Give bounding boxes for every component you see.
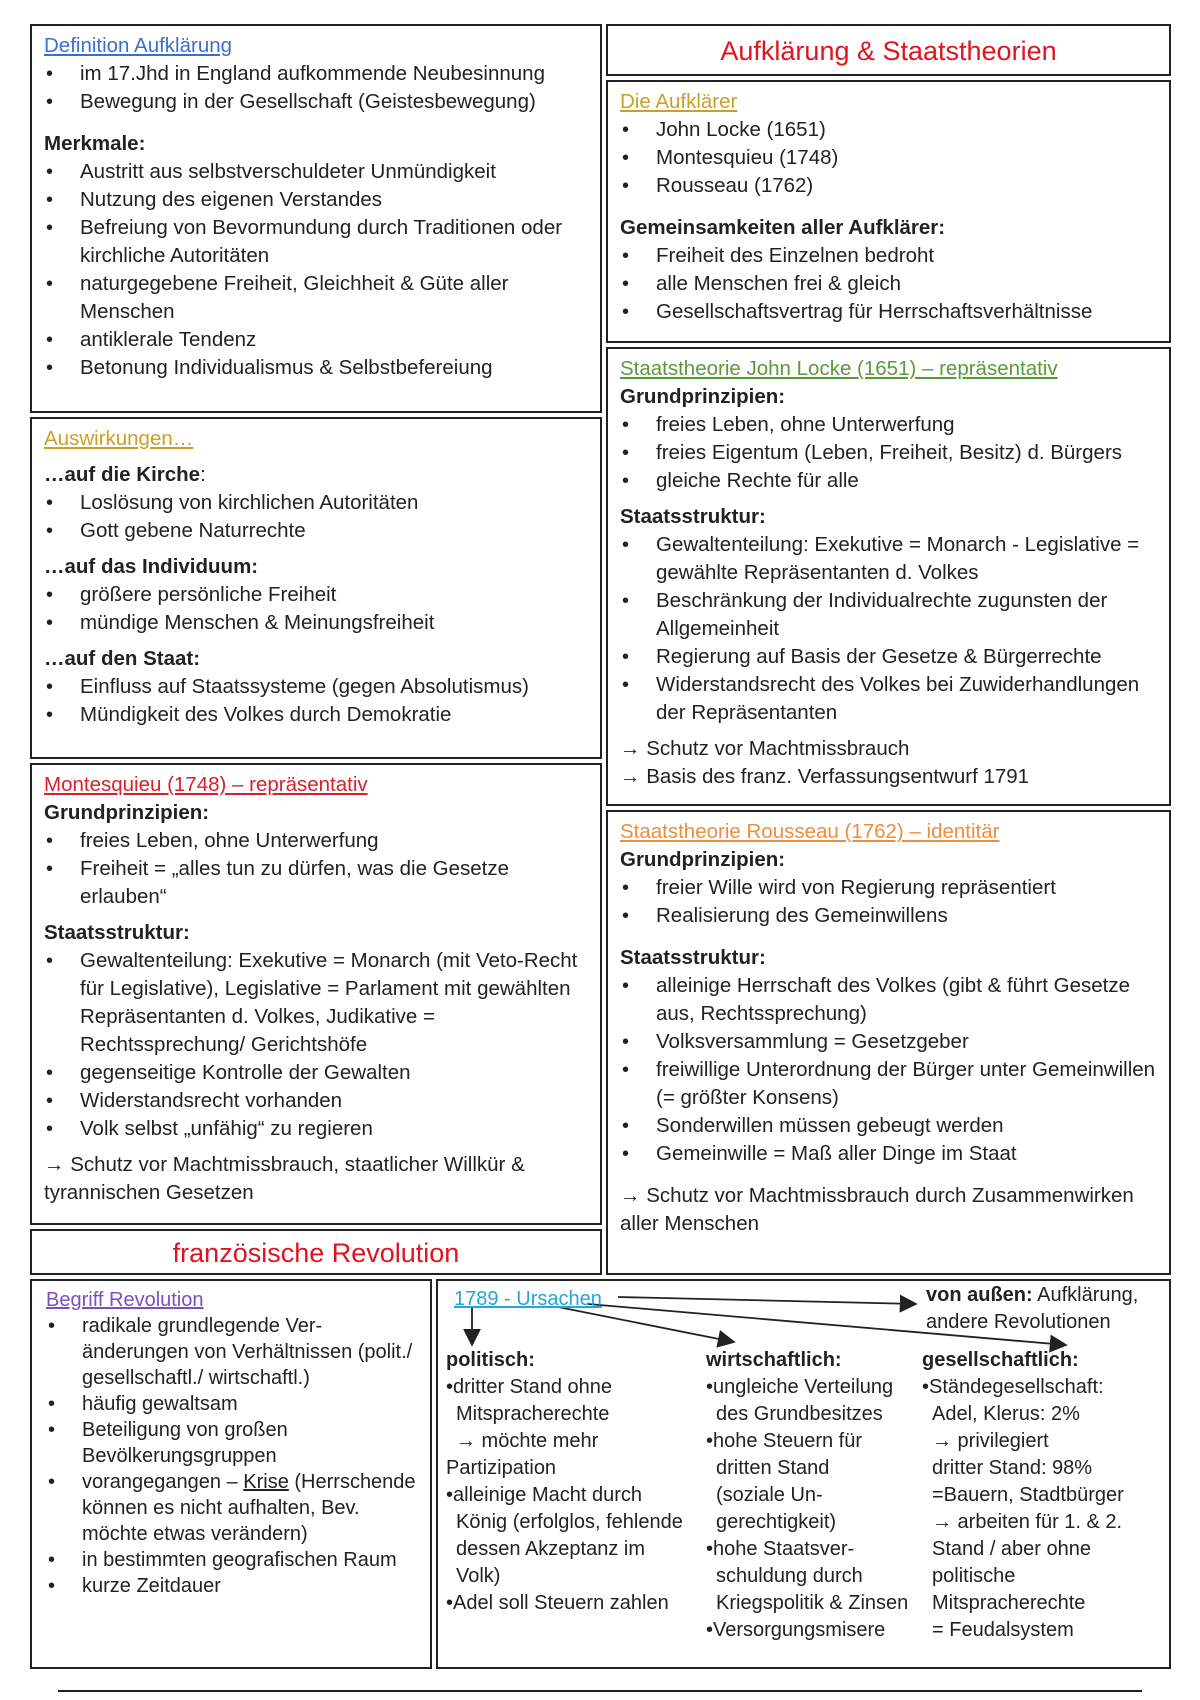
list-item: • Gewaltenteilung: Exekutive = Monarch - Legislative = gewählte Repräsentanten d. Volkes (620, 531, 1157, 587)
montesquieu-heading: Montesquieu (1748) – repräsentativ (44, 773, 368, 796)
list-item (46, 1469, 418, 1547)
begriff-box (30, 1279, 432, 1669)
list-item: • freier Wille wird von Regierung repräsentiert (620, 874, 1157, 902)
locke-result: → Basis des franz. Verfassungsentwurf 1791 (620, 765, 1030, 788)
individuum-list (44, 581, 588, 637)
rousseau-heading: Staatstheorie Rousseau (1762) – identitär (620, 820, 1000, 843)
list-item: • alleinige Herrschaft des Volkes (gibt & führt Gesetze aus, Rechtssprechung) (620, 972, 1157, 1028)
politisch-line: Partizipation (446, 1457, 557, 1479)
list-item: • Realisierung des Gemeinwillens (620, 902, 1157, 930)
list-item: • Montesquieu (1748) (620, 144, 1157, 172)
auswirkungen-box (30, 417, 602, 759)
list-item: • Beteiligung von großen Bevölkerungsgruppen (46, 1417, 418, 1469)
wirtschaftlich-line: •hohe Staatsver- (706, 1538, 855, 1560)
montesquieu-structure (44, 947, 588, 1143)
list-item: • Gesellschaftsvertrag für Herrschaftsverhältnisse (620, 298, 1157, 326)
locke-result: → Schutz vor Machtmissbrauch (620, 737, 910, 760)
politisch-label: politisch: (446, 1349, 535, 1371)
definition-box (30, 24, 602, 413)
montesquieu-structure-label: Staatsstruktur: (44, 921, 190, 944)
list-item: • Einfluss auf Staatssysteme (gegen Absolutismus) (44, 673, 588, 701)
list-item: • Freiheit des Einzelnen bedroht (620, 242, 1157, 270)
staat-label: …auf den Staat: (44, 647, 201, 670)
list-item: • Gewaltenteilung: Exekutive = Monarch (mit Veto-Recht für Legislative), Legislative = Parlament mit gewählten Repräsentanten d. Volkes, Judikative = Rechtssprechung/ Gerichtshöfe (44, 947, 588, 1059)
wirtschaftlich-line: dritten Stand (716, 1457, 830, 1479)
kirche-label-line (44, 461, 588, 489)
begriff-list (46, 1313, 418, 1599)
gesellschaftlich-line: politische (932, 1565, 1016, 1587)
aufklaerer-heading: Die Aufklärer (620, 90, 738, 113)
list-item: • Austritt aus selbstverschuldeter Unmündigkeit (44, 158, 588, 186)
wirtschaftlich-line: Kriegspolitik & Zinsen (716, 1592, 909, 1614)
list-item: • John Locke (1651) (620, 116, 1157, 144)
merkmale-list (44, 158, 588, 382)
gesellschaftlich-line: =Bauern, Stadtbürger (932, 1484, 1124, 1506)
wirtschaftlich-line: •Versorgungsmisere (706, 1619, 886, 1641)
rousseau-structure (620, 972, 1157, 1168)
list-item: • naturgegebene Freiheit, Gleichheit & Güte aller Menschen (44, 270, 588, 326)
list-item: • radikale grundlegende Ver-änderungen von Verhältnissen (polit./ gesellschaftl./ wirtschaftl.) (46, 1313, 418, 1391)
list-item: • Gott gebene Naturrechte (44, 517, 588, 545)
wirtschaftlich-line: •ungleiche Verteilung (706, 1376, 894, 1398)
locke-principles (620, 411, 1157, 495)
locke-principles-label: Grundprinzipien: (620, 385, 786, 408)
aufklaerer-names (620, 116, 1157, 200)
definition-list (44, 60, 588, 116)
wirtschaftlich-line: (soziale Un- (716, 1484, 823, 1506)
gesellschaftlich-line: Mitspracherechte (932, 1592, 1086, 1614)
merkmale-label: Merkmale: (44, 132, 146, 155)
outside-cause-line (926, 1282, 1138, 1309)
montesquieu-box (30, 763, 602, 1225)
locke-structure (620, 531, 1157, 727)
list-item: • Betonung Individualismus & Selbstbefereiung (44, 354, 588, 382)
list-item: • in bestimmten geografischen Raum (46, 1547, 418, 1573)
list-item: • Rousseau (1762) (620, 172, 1157, 200)
outside-cause (926, 1282, 1138, 1336)
montesquieu-principles-label: Grundprinzipien: (44, 801, 210, 824)
gesellschaftlich-column (922, 1347, 1124, 1644)
kirche-colon: : (200, 463, 206, 486)
list-item: • Volk selbst „unfähig“ zu regieren (44, 1115, 588, 1143)
list-item: • freies Eigentum (Leben, Freiheit, Besitz) d. Bürgers (620, 439, 1157, 467)
staat-list (44, 673, 588, 729)
wirtschaftlich-line: schuldung durch (716, 1565, 863, 1587)
list-item: • alle Menschen frei & gleich (620, 270, 1157, 298)
individuum-label: …auf das Individuum: (44, 555, 259, 578)
list-item: • Widerstandsrecht vorhanden (44, 1087, 588, 1115)
wirtschaftlich-line: •hohe Steuern für (706, 1430, 862, 1452)
definition-heading: Definition Aufklärung (44, 34, 233, 57)
wirtschaftlich-label: wirtschaftlich: (706, 1349, 842, 1371)
list-item: • mündige Menschen & Meinungsfreiheit (44, 609, 588, 637)
politisch-line: König (erfolglos, fehlende (456, 1511, 683, 1533)
list-item: • antiklerale Tendenz (44, 326, 588, 354)
list-item: • gleiche Rechte für alle (620, 467, 1157, 495)
outside-label: von außen: (926, 1284, 1033, 1306)
list-item: • größere persönliche Freiheit (44, 581, 588, 609)
wirtschaftlich-line: des Grundbesitzes (716, 1403, 883, 1425)
revolution-title: französische Revolution (30, 1229, 602, 1275)
common-list (620, 242, 1157, 326)
politisch-line: Mitspracherechte (456, 1403, 610, 1425)
outside-text2: andere Revolutionen (926, 1311, 1111, 1333)
rousseau-principles-label: Grundprinzipien: (620, 848, 786, 871)
gesellschaftlich-line: → privilegiert (932, 1430, 1049, 1452)
kirche-label: …auf die Kirche (44, 463, 201, 486)
ursachen-box (436, 1279, 1171, 1669)
aufklaerer-box (606, 80, 1171, 343)
begriff-heading: Begriff Revolution (46, 1289, 204, 1311)
politisch-line: •Adel soll Steuern zahlen (446, 1592, 669, 1614)
gesellschaftlich-line: Adel, Klerus: 2% (932, 1403, 1080, 1425)
montesquieu-result: → Schutz vor Machtmissbrauch, staatlicher Willkür & tyrannischen Gesetzen (44, 1153, 525, 1204)
list-item: • Befreiung von Bevormundung durch Traditionen oder kirchliche Autoritäten (44, 214, 588, 270)
list-item: • Beschränkung der Individualrechte zugunsten der Allgemeinheit (620, 587, 1157, 643)
politisch-column (446, 1347, 683, 1617)
list-item: • gegenseitige Kontrolle der Gewalten (44, 1059, 588, 1087)
politisch-line: → möchte mehr (456, 1430, 599, 1452)
rousseau-box (606, 810, 1171, 1275)
list-item: • Widerstandsrecht des Volkes bei Zuwiderhandlungen der Repräsentanten (620, 671, 1157, 727)
list-item: • freies Leben, ohne Unterwerfung (620, 411, 1157, 439)
bottom-divider (58, 1690, 1142, 1692)
gesellschaftlich-line: •Ständegesellschaft: (922, 1376, 1104, 1398)
montesquieu-principles (44, 827, 588, 911)
list-item: • freiwillige Unterordnung der Bürger unter Gemeinwillen (= größter Konsens) (620, 1056, 1157, 1112)
main-title: Aufklärung & Staatstheorien (606, 24, 1171, 76)
common-label: Gemeinsamkeiten aller Aufklärer: (620, 216, 946, 239)
politisch-line: •alleinige Macht durch (446, 1484, 642, 1506)
kirche-list (44, 489, 588, 545)
list-item: • Sonderwillen müssen gebeugt werden (620, 1112, 1157, 1140)
politisch-line: Volk) (456, 1565, 501, 1587)
list-item: • Regierung auf Basis der Gesetze & Bürgerrechte (620, 643, 1157, 671)
gesellschaftlich-line: Stand / aber ohne (932, 1538, 1092, 1560)
crisis-prefix: vorangegangen – (82, 1471, 244, 1493)
list-item: • Volksversammlung = Gesetzgeber (620, 1028, 1157, 1056)
list-item: • Mündigkeit des Volkes durch Demokratie (44, 701, 588, 729)
list-item: • Gemeinwille = Maß aller Dinge im Staat (620, 1140, 1157, 1168)
gesellschaftlich-line: dritter Stand: 98% (932, 1457, 1093, 1479)
list-item: • Bewegung in der Gesellschaft (Geistesbewegung) (44, 88, 588, 116)
wirtschaftlich-line: gerechtigkeit) (716, 1511, 837, 1533)
list-item: • Freiheit = „alles tun zu dürfen, was die Gesetze erlauben“ (44, 855, 588, 911)
rousseau-result: → Schutz vor Machtmissbrauch durch Zusammenwirken aller Menschen (620, 1184, 1134, 1235)
list-item: • im 17.Jhd in England aufkommende Neubesinnung (44, 60, 588, 88)
ursachen-heading: 1789 - Ursachen (454, 1288, 602, 1310)
locke-heading: Staatstheorie John Locke (1651) – repräsentativ (620, 357, 1058, 380)
gesellschaftlich-line: = Feudalsystem (932, 1619, 1074, 1641)
wirtschaftlich-column (706, 1347, 908, 1644)
rousseau-principles (620, 874, 1157, 930)
list-item: • freies Leben, ohne Unterwerfung (44, 827, 588, 855)
rousseau-structure-label: Staatsstruktur: (620, 946, 766, 969)
outside-text: Aufklärung, (1032, 1284, 1139, 1306)
politisch-line: dessen Akzeptanz im (456, 1538, 645, 1560)
crisis-detail: (Herrschende können es nicht aufhalten, Bev. möchte etwas verändern) (82, 1471, 416, 1545)
crisis-word: Krise (243, 1471, 289, 1493)
locke-structure-label: Staatsstruktur: (620, 505, 766, 528)
list-item: • Nutzung des eigenen Verstandes (44, 186, 588, 214)
list-item: • häufig gewaltsam (46, 1391, 418, 1417)
gesellschaftlich-label: gesellschaftlich: (922, 1349, 1079, 1371)
locke-box (606, 347, 1171, 806)
list-item: • Loslösung von kirchlichen Autoritäten (44, 489, 588, 517)
list-item: • kurze Zeitdauer (46, 1573, 418, 1599)
politisch-line: •dritter Stand ohne (446, 1376, 612, 1398)
gesellschaftlich-line: → arbeiten für 1. & 2. (932, 1511, 1123, 1533)
auswirkungen-heading: Auswirkungen… (44, 427, 194, 450)
